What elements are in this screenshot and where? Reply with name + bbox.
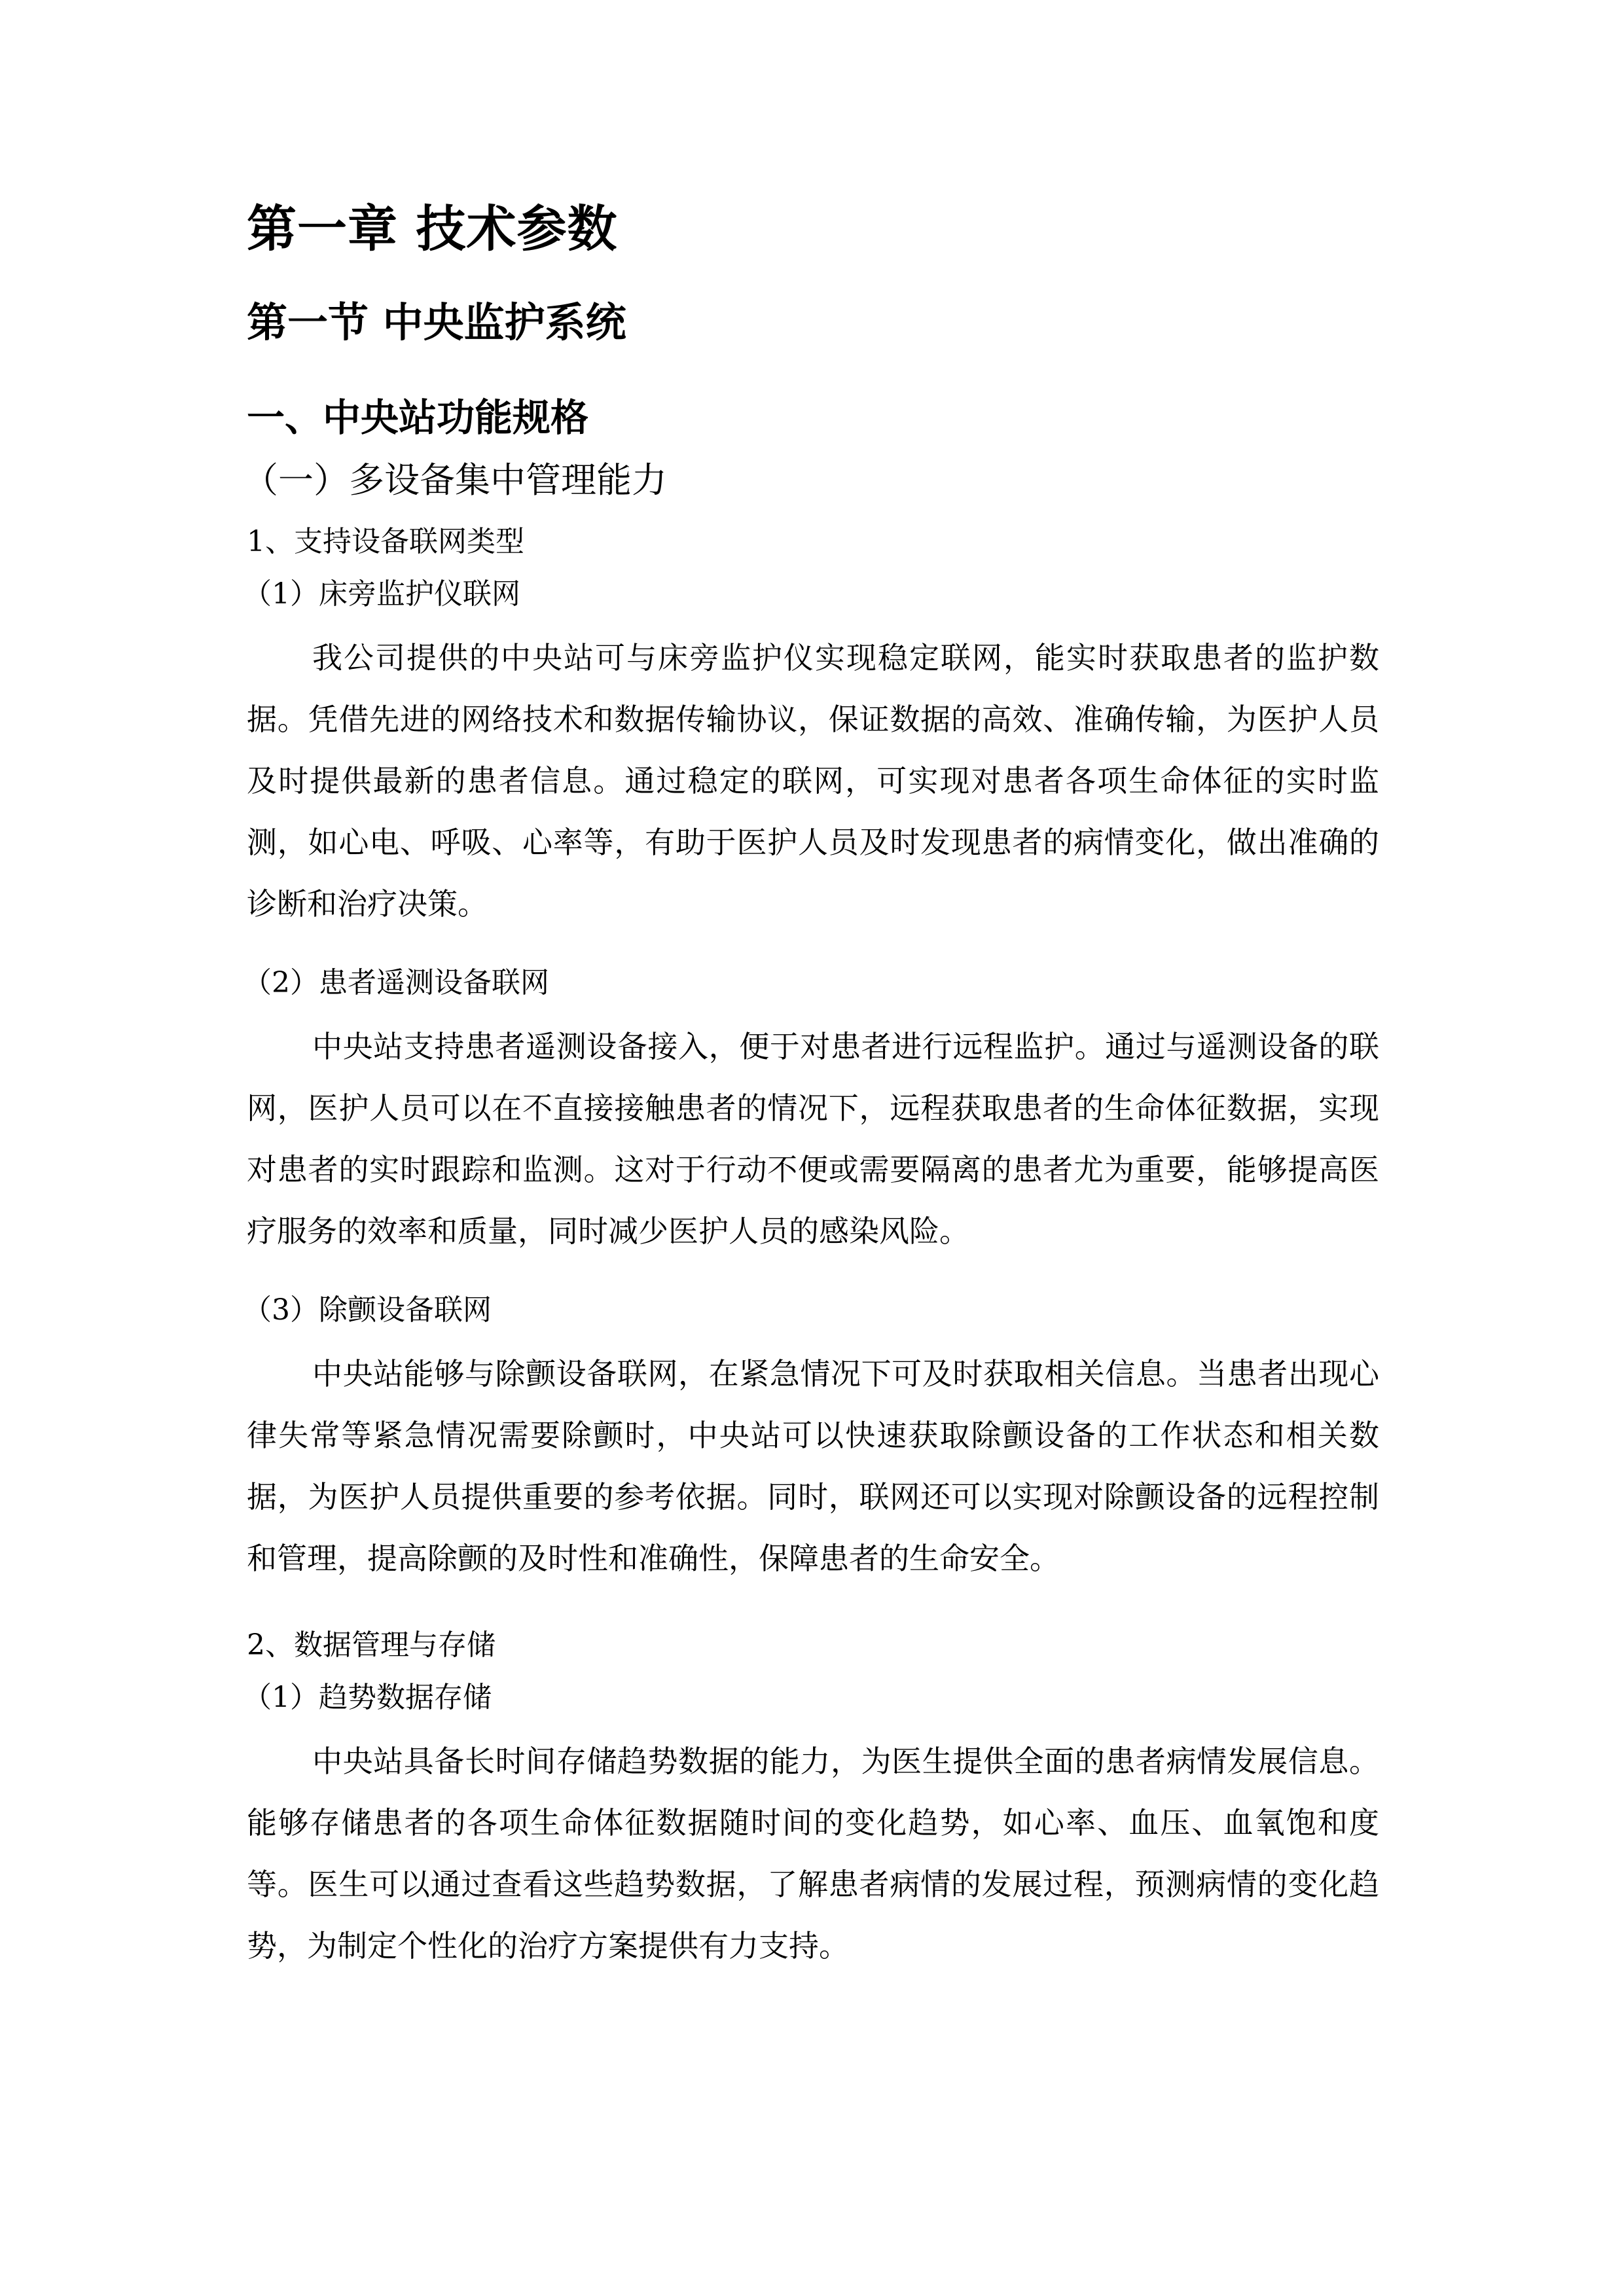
- spacer: [247, 1611, 1379, 1619]
- item1-3-title: （3）除颤设备联网: [243, 1293, 492, 1327]
- item2-1-title: （1）趋势数据存储: [243, 1681, 492, 1714]
- document-content: [243, 196, 1379, 1999]
- item1-1-title: （1）床旁监护仪联网: [243, 577, 520, 611]
- item2-title: 2、数据管理与存储: [247, 1628, 496, 1662]
- item1-1-paragraph: 我公司提供的中央站可与床旁监护仪实现稳定联网，能实时获取患者的监护数据。凭借先进的网络技术和数据传输协议，保证数据的高效、准确传输，为医护人员及时提供最新的患者信息。通过稳定的联网，可实现对患者各项生命体征的实时监测，如心电、呼吸、心率等，有助于医护人员及时发现患者的病情变化，做出准确的诊断和治疗决策。: [247, 640, 1379, 922]
- item1-2-title: （2）患者遥测设备联网: [243, 966, 549, 999]
- subsection-title: 一、中央站功能规格: [247, 395, 589, 440]
- item1-2-paragraph: 中央站支持患者遥测设备接入，便于对患者进行远程监护。通过与遥测设备的联网，医护人员可以在不直接接触患者的情况下，远程获取患者的生命体征数据，实现对患者的实时跟踪和监测。这对于行动不便或需要隔离的患者尤为重要，能够提高医疗服务的效率和质量，同时减少医护人员的感染风险。: [247, 1029, 1379, 1249]
- section-title: 第一节 中央监护系统: [247, 298, 626, 346]
- part-title: （一）多设备集中管理能力: [243, 459, 667, 501]
- item2-1-paragraph: 中央站具备长时间存储趋势数据的能力，为医生提供全面的患者病情发展信息。能够存储患者的各项生命体征数据随时间的变化趋势，如心率、血压、血氧饱和度等。医生可以通过查看这些趋势数据，了解患者病情的发展过程，预测病情的变化趋势，为制定个性化的治疗方案提供有力支持。: [247, 1744, 1379, 1964]
- item1-title: 1、支持设备联网类型: [247, 525, 524, 558]
- item1-3-paragraph: 中央站能够与除颤设备联网，在紧急情况下可及时获取相关信息。当患者出现心律失常等紧急情况需要除颤时，中央站可以快速获取除颤设备的工作状态和相关数据，为医护人员提供重要的参考依据。同时，联网还可以实现对除颤设备的远程控制和管理，提高除颤的及时性和准确性，保障患者的生命安全。: [247, 1356, 1379, 1576]
- chapter-title: 第一章 技术参数: [247, 200, 618, 258]
